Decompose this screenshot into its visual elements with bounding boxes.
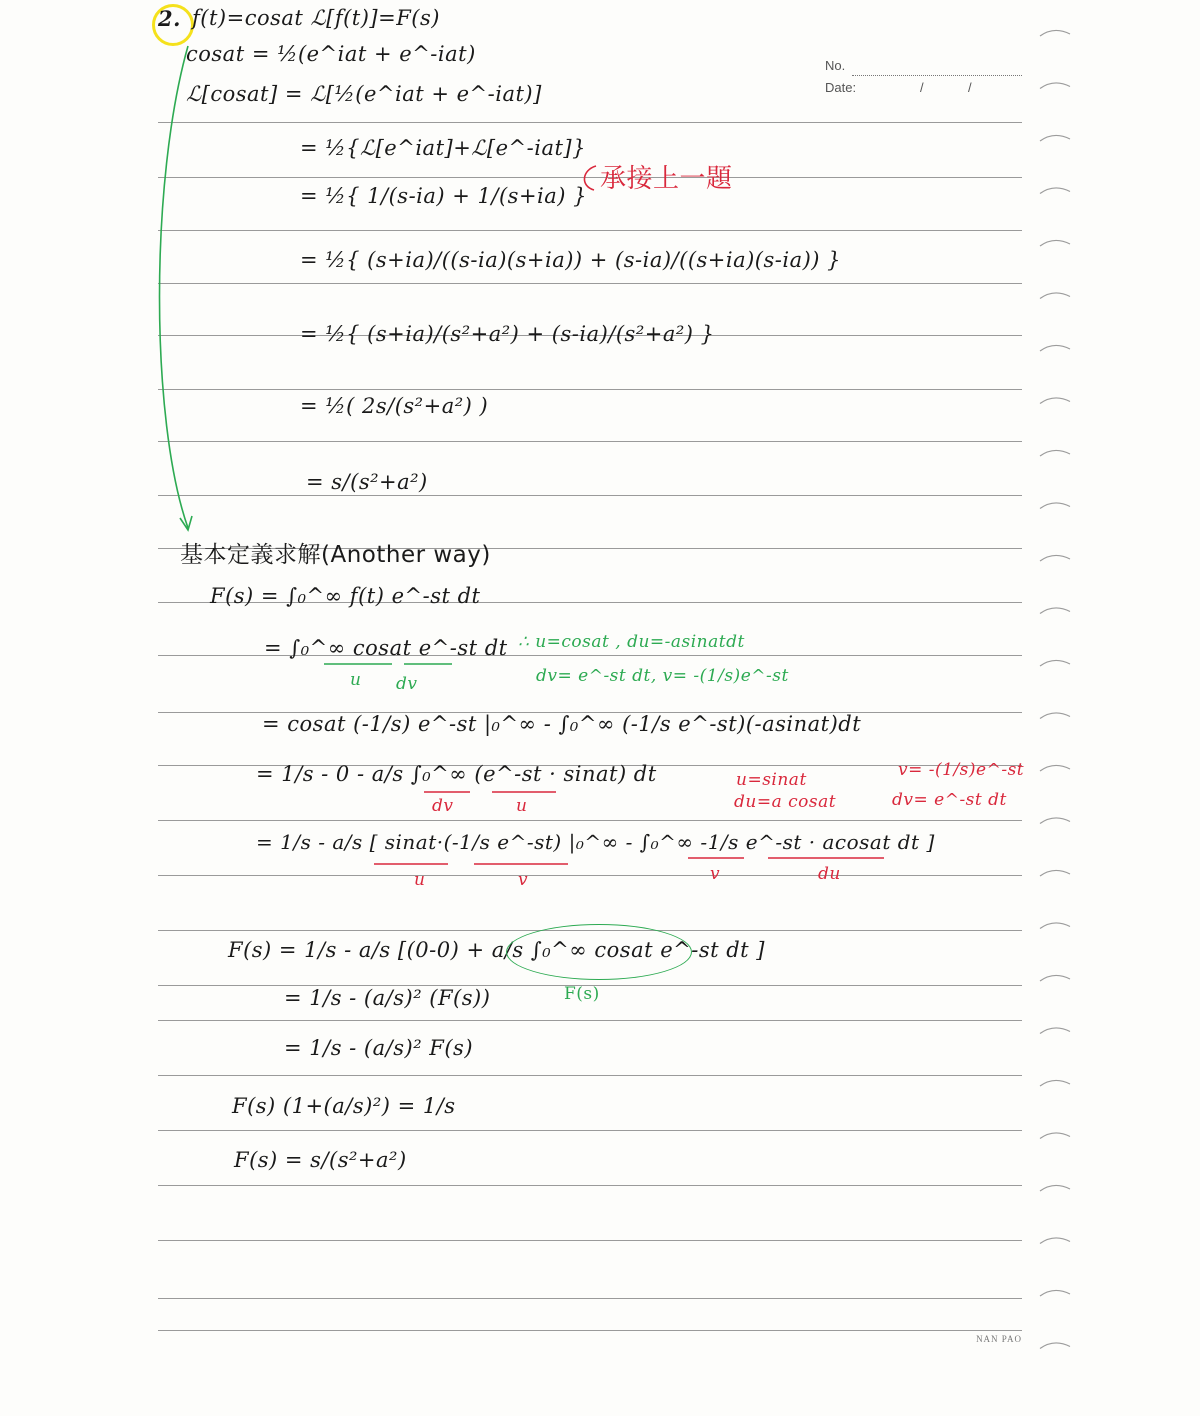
green-arrow-connector (160, 46, 189, 528)
spiral-ring (1040, 398, 1070, 404)
ibp-evaluate: = 1/s - 0 - a/s ∫₀^∞ (e^-st · sinat) dt (256, 762, 657, 786)
another-way-heading: 基本定義求解(Another way) (180, 542, 491, 568)
result-simplify: = 1/s - (a/s)² F(s) (284, 1036, 474, 1060)
spiral-ring (1040, 1080, 1070, 1086)
spiral-ring (1040, 450, 1070, 456)
red-note-v: v= -(1/s)e^-st (898, 760, 1025, 780)
ibp3-u-label: u (516, 796, 528, 816)
spiral-ring (1040, 1133, 1070, 1139)
spiral-ring (1040, 293, 1070, 299)
ibp4-v-label: v (518, 870, 529, 890)
spiral-ring (1040, 975, 1070, 981)
circled-integral-label: F(s) (564, 984, 600, 1004)
spiral-ring (1040, 660, 1070, 666)
ibp-second-application: = 1/s - a/s [ sinat·(-1/s e^-st) |₀^∞ - ∫₀^∞ -1/s e^-st · acosat dt ] (256, 830, 935, 854)
spiral-ring (1040, 765, 1070, 771)
ibp3-dv-label: dv (432, 796, 454, 816)
spiral-ring (1040, 923, 1070, 929)
step-linearity: = ½{ℒ[e^iat]+ℒ[e^-iat]} (300, 136, 586, 160)
result-substitute: = 1/s - (a/s)² (F(s)) (284, 986, 491, 1010)
spiral-ring (1040, 608, 1070, 614)
red-arrow (584, 166, 596, 190)
spiral-ring (1040, 503, 1070, 509)
spiral-ring (1040, 345, 1070, 351)
ibp-u-label: u (350, 670, 362, 690)
no-label: No. (825, 58, 846, 73)
spiral-ring (1040, 1343, 1070, 1349)
green-note-u-du: ∴ u=cosat , du=-asinatdt (518, 632, 745, 652)
red-note-previous-problem: 承接上一題 (600, 164, 733, 194)
spiral-binding (1036, 18, 1076, 1398)
final-answer: F(s) = s/(s²+a²) (234, 1148, 407, 1172)
spiral-ring (1040, 870, 1070, 876)
ibp-first-application: = cosat (-1/s) e^-st |₀^∞ - ∫₀^∞ (-1/s e^-st)(-asinat)dt (262, 712, 862, 736)
spiral-ring (1040, 188, 1070, 194)
step-simplify-denominator: = ½{ (s+ia)/(s²+a²) + (s-ia)/(s²+a²) } (300, 322, 715, 346)
red-note-dv: dv= e^-st dt (892, 790, 1007, 810)
spiral-ring (1040, 818, 1070, 824)
ibp-setup: = ∫₀^∞ cosat e^-st dt (264, 636, 508, 660)
date-label: Date: (825, 80, 857, 95)
spiral-ring (1040, 1290, 1070, 1296)
red-note-u: u=sinat (736, 770, 807, 790)
ibp-dv-label: dv (396, 674, 418, 694)
green-note-dv-v: dv= e^-st dt, v= -(1/s)e^-st (536, 666, 789, 686)
date-separator: / (920, 80, 924, 95)
laplace-setup: ℒ[cosat] = ℒ[½(e^iat + e^-iat)] (186, 82, 542, 106)
spiral-ring (1040, 1185, 1070, 1191)
notebook-brand: NAN PAO (976, 1334, 1022, 1344)
ibp4-du-label: du (818, 864, 841, 884)
step-common-denominator: = ½{ (s+ia)/((s-ia)(s+ia)) + (s-ia)/((s+ia)(s-ia)) } (300, 248, 842, 272)
date-separator: / (968, 80, 972, 95)
spiral-ring (1040, 135, 1070, 141)
red-note-du: du=a cosat (734, 792, 837, 812)
spiral-ring (1040, 555, 1070, 561)
spiral-ring (1040, 30, 1070, 36)
definition-integral: F(s) = ∫₀^∞ f(t) e^-st dt (210, 584, 481, 608)
step-transforms: = ½{ 1/(s-ia) + 1/(s+ia) } (300, 184, 588, 208)
result-collect: F(s) (1+(a/s)²) = 1/s (232, 1094, 456, 1118)
spiral-ring (1040, 83, 1070, 89)
spiral-ring (1040, 240, 1070, 246)
result-equation: F(s) = 1/s - a/s [(0-0) + a/s ∫₀^∞ cosat e^-st dt ] (228, 938, 765, 962)
step-combine: = ½( 2s/(s²+a²) ) (300, 394, 489, 418)
problem-number: 2. (158, 6, 181, 31)
spiral-ring (1040, 1238, 1070, 1244)
spiral-ring (1040, 1028, 1070, 1034)
problem-statement: f(t)=cosat ℒ[f(t)]=F(s) (192, 6, 440, 30)
step-answer: = s/(s²+a²) (306, 470, 428, 494)
ibp4-v2-label: v (710, 864, 721, 884)
euler-identity: cosat = ½(e^iat + e^-iat) (186, 42, 476, 66)
ibp4-u-label: u (414, 870, 426, 890)
spiral-ring (1040, 713, 1070, 719)
